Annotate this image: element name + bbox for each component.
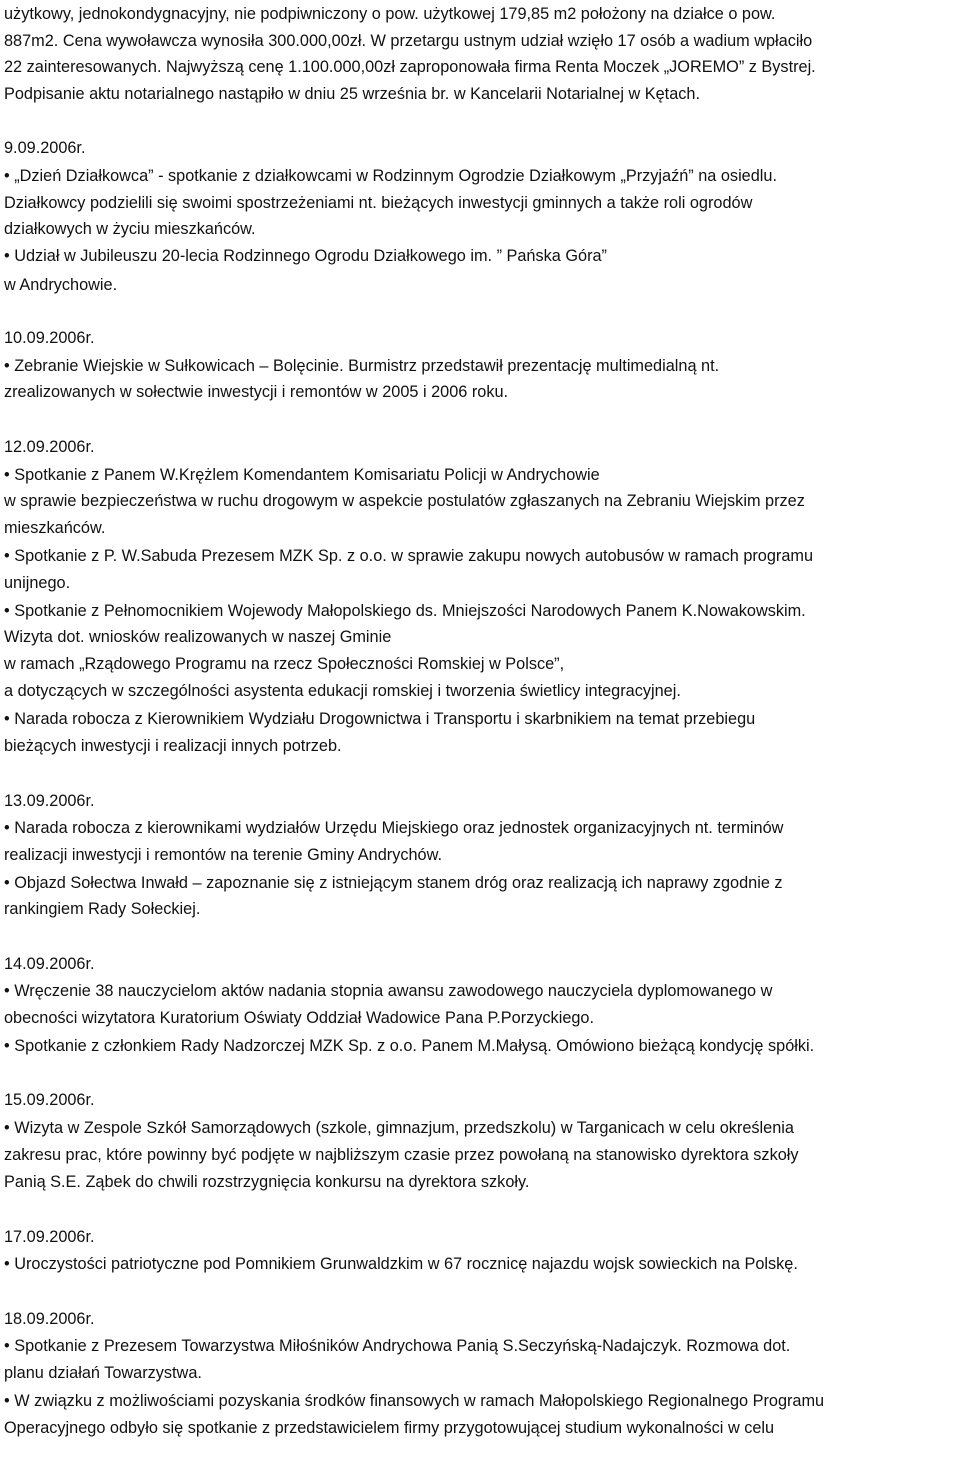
text-line: zrealizowanych w sołectwie inwestycji i remontów w 2005 i 2006 roku. xyxy=(4,383,509,401)
text-line: Podpisanie aktu notarialnego nastąpiło w dniu 25 września br. w Kancelarii Notarialnej w Kętach. xyxy=(4,85,700,103)
text-line: Działkowcy podzielili się swoimi spostrzeżeniami nt. bieżących inwestycji gminnych a także roli ogrodów xyxy=(4,194,753,212)
text-line: działkowych w życiu mieszkańców. xyxy=(4,220,256,238)
text-line: użytkowy, jednokondygnacyjny, nie podpiwniczony o pow. użytkowej 179,85 m2 położony na działce o pow. xyxy=(4,5,776,23)
text-line: • W związku z możliwościami pozyskania środków finansowych w ramach Małopolskiego Regionalnego Programu xyxy=(4,1392,825,1410)
text-line: • Zebranie Wiejskie w Sułkowicach – Bolęcinie. Burmistrz przedstawił prezentację multimedialną nt. xyxy=(4,357,720,375)
text-line: • Wizyta w Zespole Szkół Samorządowych (szkole, gimnazjum, przedszkolu) w Targanicach w celu określenia xyxy=(4,1119,794,1137)
text-line: • Spotkanie z Pełnomocnikiem Wojewody Małopolskiego ds. Mniejszości Narodowych Panem K.Nowakowskim. xyxy=(4,602,806,620)
text-line: w ramach „Rządowego Programu na rzecz Społeczności Romskiej w Polsce”, xyxy=(4,655,565,673)
date-heading: 13.09.2006r. xyxy=(4,792,95,810)
date-heading: 15.09.2006r. xyxy=(4,1091,95,1109)
text-line: w Andrychowie. xyxy=(4,276,118,294)
text-line: • Spotkanie z P. W.Sabuda Prezesem MZK Sp. z o.o. w sprawie zakupu nowych autobusów w ramach programu xyxy=(4,547,813,565)
text-line: • Narada robocza z kierownikami wydziałów Urzędu Miejskiego oraz jednostek organizacyjnych nt. terminów xyxy=(4,819,784,837)
text-line: realizacji inwestycji i remontów na terenie Gminy Andrychów. xyxy=(4,846,442,864)
text-line: bieżących inwestycji i realizacji innych potrzeb. xyxy=(4,737,342,755)
text-line: 22 zainteresowanych. Najwyższą cenę 1.100.000,00zł zaproponowała firma Renta Moczek „JOREMO” z Bystrej. xyxy=(4,58,816,76)
text-line: w sprawie bezpieczeństwa w ruchu drogowym w aspekcie postulatów zgłaszanych na Zebraniu Wiejskim przez xyxy=(4,492,805,510)
date-heading: 9.09.2006r. xyxy=(4,139,86,157)
text-line: mieszkańców. xyxy=(4,519,106,537)
text-line: zakresu prac, które powinny być podjęte w najbliższym czasie przez powołaną na stanowisko dyrektora szkoły xyxy=(4,1146,799,1164)
date-heading: 17.09.2006r. xyxy=(4,1228,95,1246)
date-heading: 14.09.2006r. xyxy=(4,955,95,973)
text-line: Operacyjnego odbyło się spotkanie z przedstawicielem firmy przygotowującej studium wykonalności w celu xyxy=(4,1419,775,1437)
date-heading: 10.09.2006r. xyxy=(4,329,95,347)
text-line: 887m2. Cena wywoławcza wynosiła 300.000,00zł. W przetargu ustnym udział wzięło 17 osób a wadium wpłaciło xyxy=(4,32,813,50)
text-line: • Spotkanie z członkiem Rady Nadzorczej MZK Sp. z o.o. Panem M.Małysą. Omówiono bieżącą kondycję spółki. xyxy=(4,1037,815,1055)
text-line: • Uroczystości patriotyczne pod Pomnikiem Grunwaldzkim w 67 rocznicę najazdu wojsk sowieckich na Polskę. xyxy=(4,1255,798,1273)
text-line: • Udział w Jubileuszu 20-lecia Rodzinnego Ogrodu Działkowego im. ” Pańska Góra” xyxy=(4,247,607,265)
text-line: Wizyta dot. wniosków realizowanych w naszej Gminie xyxy=(4,628,392,646)
text-line: a dotyczących w szczególności asystenta edukacji romskiej i tworzenia świetlicy integracyjnej. xyxy=(4,682,681,700)
text-line: • Spotkanie z Panem W.Krężlem Komendantem Komisariatu Policji w Andrychowie xyxy=(4,466,600,484)
text-line: • Objazd Sołectwa Inwałd – zapoznanie się z istniejącym stanem dróg oraz realizacją ich naprawy zgodnie z xyxy=(4,874,783,892)
text-line: obecności wizytatora Kuratorium Oświaty Oddział Wadowice Pana P.Porzyckiego. xyxy=(4,1009,595,1027)
date-heading: 12.09.2006r. xyxy=(4,438,95,456)
text-line: unijnego. xyxy=(4,574,71,592)
text-line: • Narada robocza z Kierownikiem Wydziału Drogownictwa i Transportu i skarbnikiem na temat przebiegu xyxy=(4,710,756,728)
text-line: • „Dzień Działkowca” - spotkanie z działkowcami w Rodzinnym Ogrodzie Działkowym „Przyjaźń” na osiedlu. xyxy=(4,167,777,185)
text-line: rankingiem Rady Sołeckiej. xyxy=(4,900,201,918)
text-line: • Spotkanie z Prezesem Towarzystwa Miłośników Andrychowa Panią S.Seczyńską-Nadajczyk. Rozmowa dot. xyxy=(4,1337,791,1355)
date-heading: 18.09.2006r. xyxy=(4,1310,95,1328)
text-line: Panią S.E. Ząbek do chwili rozstrzygnięcia konkursu na dyrektora szkoły. xyxy=(4,1173,530,1191)
text-line: planu działań Towarzystwa. xyxy=(4,1364,202,1382)
text-line: • Wręczenie 38 nauczycielom aktów nadania stopnia awansu zawodowego nauczyciela dyplomowanego w xyxy=(4,982,773,1000)
